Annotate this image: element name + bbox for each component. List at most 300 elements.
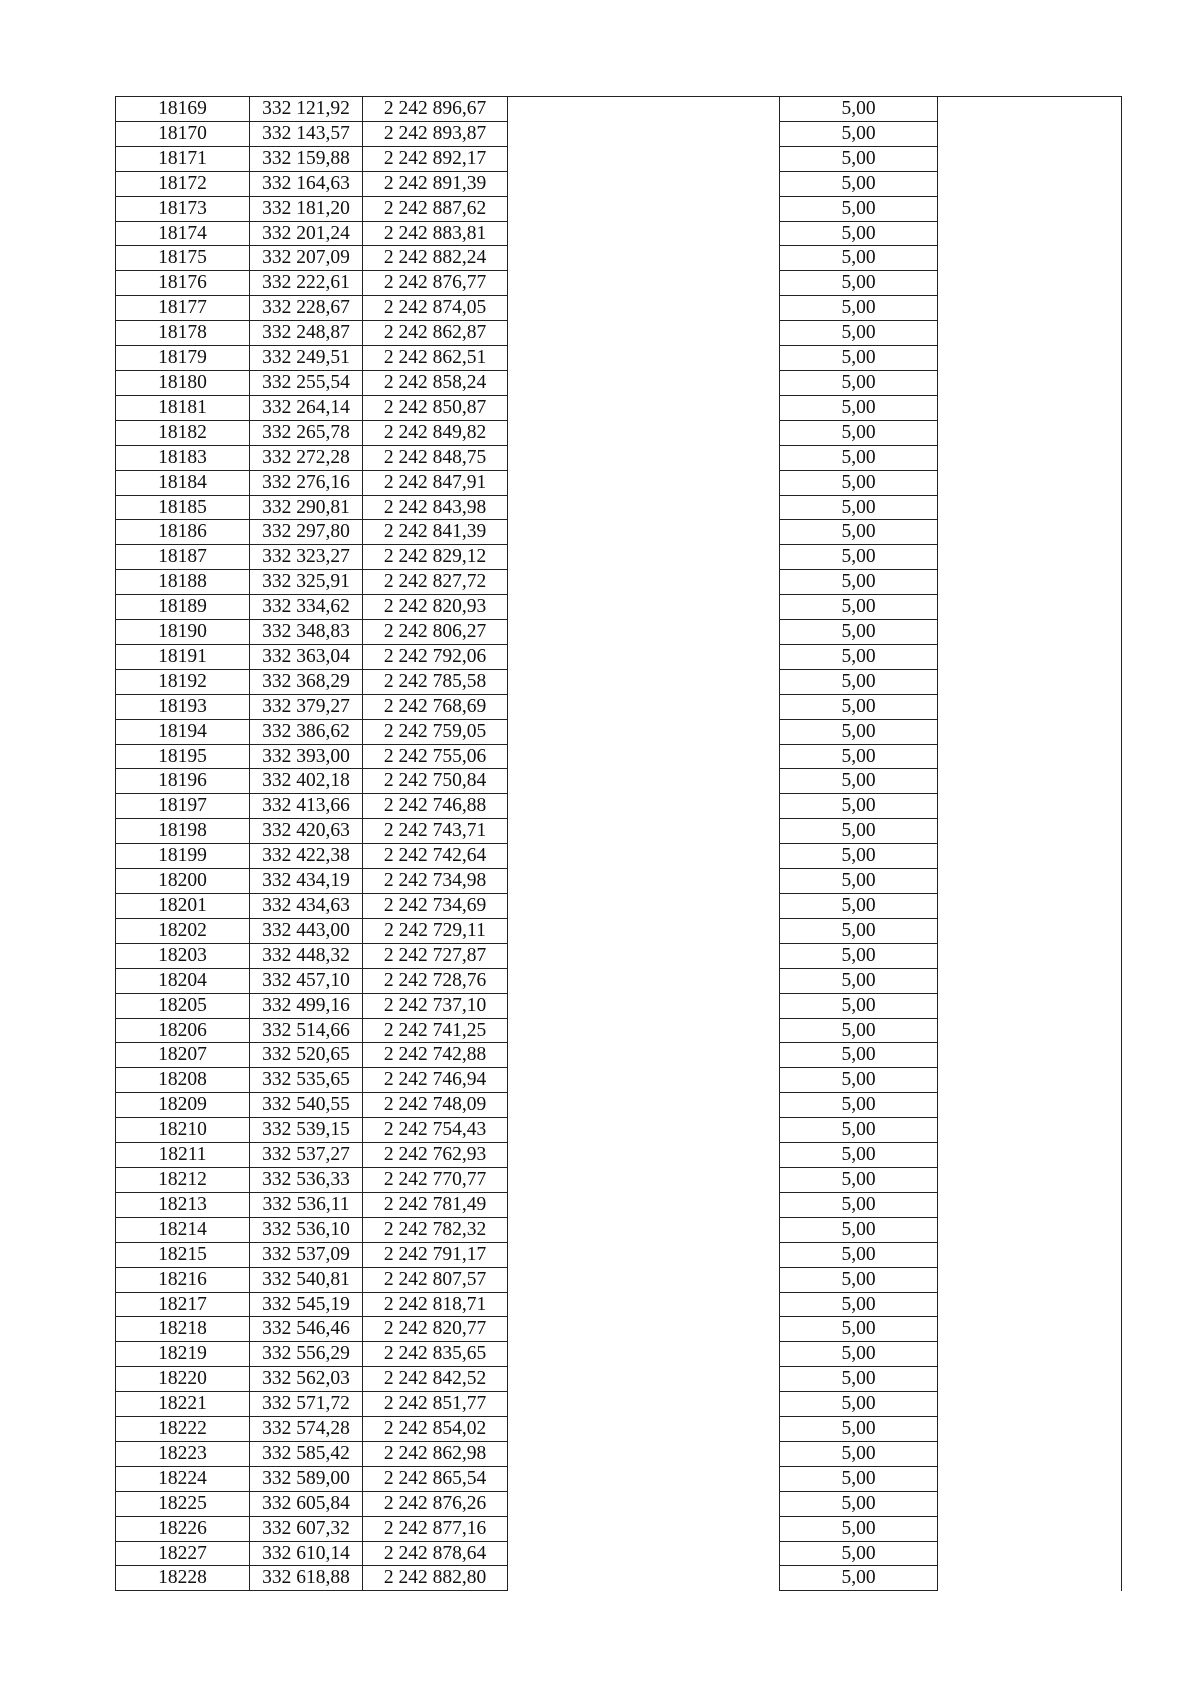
y-coordinate-cell: 2 242 748,09 bbox=[363, 1093, 508, 1118]
table-body bbox=[116, 97, 1122, 1591]
point-id-cell: 18171 bbox=[116, 146, 250, 171]
empty-cell bbox=[938, 1018, 1122, 1043]
empty-cell bbox=[938, 445, 1122, 470]
x-coordinate-cell: 332 585,42 bbox=[250, 1441, 363, 1466]
empty-cell bbox=[508, 520, 780, 545]
empty-cell bbox=[508, 1267, 780, 1292]
point-id-cell: 18210 bbox=[116, 1118, 250, 1143]
empty-cell bbox=[938, 121, 1122, 146]
x-coordinate-cell: 332 540,81 bbox=[250, 1267, 363, 1292]
point-id-cell: 18183 bbox=[116, 445, 250, 470]
empty-cell bbox=[938, 1192, 1122, 1217]
empty-cell bbox=[508, 1167, 780, 1192]
table-row bbox=[116, 869, 1122, 894]
value-cell: 5,00 bbox=[780, 769, 938, 794]
point-id-cell: 18213 bbox=[116, 1192, 250, 1217]
value-cell: 5,00 bbox=[780, 869, 938, 894]
empty-cell bbox=[938, 545, 1122, 570]
empty-cell bbox=[938, 644, 1122, 669]
y-coordinate-cell: 2 242 781,49 bbox=[363, 1192, 508, 1217]
table-row bbox=[116, 719, 1122, 744]
y-coordinate-cell: 2 242 835,65 bbox=[363, 1342, 508, 1367]
value-cell: 5,00 bbox=[780, 918, 938, 943]
empty-cell bbox=[938, 1342, 1122, 1367]
x-coordinate-cell: 332 536,33 bbox=[250, 1167, 363, 1192]
empty-cell bbox=[938, 869, 1122, 894]
y-coordinate-cell: 2 242 892,17 bbox=[363, 146, 508, 171]
table-row bbox=[116, 819, 1122, 844]
empty-cell bbox=[508, 370, 780, 395]
empty-cell bbox=[508, 346, 780, 371]
empty-cell bbox=[508, 1217, 780, 1242]
y-coordinate-cell: 2 242 746,94 bbox=[363, 1068, 508, 1093]
empty-cell bbox=[938, 321, 1122, 346]
x-coordinate-cell: 332 290,81 bbox=[250, 495, 363, 520]
x-coordinate-cell: 332 121,92 bbox=[250, 97, 363, 122]
table-row bbox=[116, 1043, 1122, 1068]
empty-cell bbox=[508, 595, 780, 620]
point-id-cell: 18214 bbox=[116, 1217, 250, 1242]
y-coordinate-cell: 2 242 754,43 bbox=[363, 1118, 508, 1143]
table-row bbox=[116, 520, 1122, 545]
value-cell: 5,00 bbox=[780, 321, 938, 346]
x-coordinate-cell: 332 540,55 bbox=[250, 1093, 363, 1118]
point-id-cell: 18219 bbox=[116, 1342, 250, 1367]
empty-cell bbox=[938, 894, 1122, 919]
empty-cell bbox=[508, 1242, 780, 1267]
x-coordinate-cell: 332 334,62 bbox=[250, 595, 363, 620]
empty-cell bbox=[508, 794, 780, 819]
point-id-cell: 18201 bbox=[116, 894, 250, 919]
table-row bbox=[116, 744, 1122, 769]
y-coordinate-cell: 2 242 851,77 bbox=[363, 1392, 508, 1417]
point-id-cell: 18205 bbox=[116, 993, 250, 1018]
value-cell: 5,00 bbox=[780, 420, 938, 445]
empty-cell bbox=[508, 146, 780, 171]
point-id-cell: 18188 bbox=[116, 570, 250, 595]
x-coordinate-cell: 332 413,66 bbox=[250, 794, 363, 819]
value-cell: 5,00 bbox=[780, 844, 938, 869]
empty-cell bbox=[508, 495, 780, 520]
empty-cell bbox=[508, 1491, 780, 1516]
empty-cell bbox=[938, 395, 1122, 420]
value-cell: 5,00 bbox=[780, 1466, 938, 1491]
y-coordinate-cell: 2 242 768,69 bbox=[363, 694, 508, 719]
empty-cell bbox=[938, 1093, 1122, 1118]
value-cell: 5,00 bbox=[780, 1267, 938, 1292]
value-cell: 5,00 bbox=[780, 1367, 938, 1392]
point-id-cell: 18199 bbox=[116, 844, 250, 869]
y-coordinate-cell: 2 242 876,77 bbox=[363, 271, 508, 296]
empty-cell bbox=[508, 1118, 780, 1143]
point-id-cell: 18196 bbox=[116, 769, 250, 794]
x-coordinate-cell: 332 443,00 bbox=[250, 918, 363, 943]
y-coordinate-cell: 2 242 734,98 bbox=[363, 869, 508, 894]
value-cell: 5,00 bbox=[780, 271, 938, 296]
y-coordinate-cell: 2 242 882,24 bbox=[363, 246, 508, 271]
point-id-cell: 18203 bbox=[116, 943, 250, 968]
x-coordinate-cell: 332 265,78 bbox=[250, 420, 363, 445]
x-coordinate-cell: 332 348,83 bbox=[250, 620, 363, 645]
x-coordinate-cell: 332 363,04 bbox=[250, 644, 363, 669]
point-id-cell: 18195 bbox=[116, 744, 250, 769]
value-cell: 5,00 bbox=[780, 97, 938, 122]
point-id-cell: 18206 bbox=[116, 1018, 250, 1043]
x-coordinate-cell: 332 323,27 bbox=[250, 545, 363, 570]
empty-cell bbox=[508, 1441, 780, 1466]
value-cell: 5,00 bbox=[780, 894, 938, 919]
y-coordinate-cell: 2 242 896,67 bbox=[363, 97, 508, 122]
value-cell: 5,00 bbox=[780, 445, 938, 470]
point-id-cell: 18186 bbox=[116, 520, 250, 545]
y-coordinate-cell: 2 242 858,24 bbox=[363, 370, 508, 395]
empty-cell bbox=[508, 121, 780, 146]
table-row bbox=[116, 1342, 1122, 1367]
point-id-cell: 18191 bbox=[116, 644, 250, 669]
y-coordinate-cell: 2 242 818,71 bbox=[363, 1292, 508, 1317]
y-coordinate-cell: 2 242 755,06 bbox=[363, 744, 508, 769]
value-cell: 5,00 bbox=[780, 296, 938, 321]
table-row bbox=[116, 769, 1122, 794]
x-coordinate-cell: 332 556,29 bbox=[250, 1342, 363, 1367]
table-row bbox=[116, 395, 1122, 420]
empty-cell bbox=[938, 346, 1122, 371]
empty-cell bbox=[938, 1267, 1122, 1292]
y-coordinate-cell: 2 242 785,58 bbox=[363, 669, 508, 694]
point-id-cell: 18182 bbox=[116, 420, 250, 445]
table-row bbox=[116, 346, 1122, 371]
x-coordinate-cell: 332 537,09 bbox=[250, 1242, 363, 1267]
table-row bbox=[116, 470, 1122, 495]
empty-cell bbox=[938, 1367, 1122, 1392]
point-id-cell: 18215 bbox=[116, 1242, 250, 1267]
value-cell: 5,00 bbox=[780, 146, 938, 171]
empty-cell bbox=[508, 1367, 780, 1392]
value-cell: 5,00 bbox=[780, 545, 938, 570]
x-coordinate-cell: 332 618,88 bbox=[250, 1566, 363, 1591]
empty-cell bbox=[508, 570, 780, 595]
table-row bbox=[116, 1167, 1122, 1192]
empty-cell bbox=[508, 1392, 780, 1417]
coordinates-table bbox=[115, 96, 1122, 1591]
point-id-cell: 18216 bbox=[116, 1267, 250, 1292]
empty-cell bbox=[508, 271, 780, 296]
value-cell: 5,00 bbox=[780, 1143, 938, 1168]
point-id-cell: 18223 bbox=[116, 1441, 250, 1466]
table-row bbox=[116, 1392, 1122, 1417]
empty-cell bbox=[938, 1217, 1122, 1242]
value-cell: 5,00 bbox=[780, 1342, 938, 1367]
table-row bbox=[116, 644, 1122, 669]
table-row bbox=[116, 1242, 1122, 1267]
x-coordinate-cell: 332 536,10 bbox=[250, 1217, 363, 1242]
empty-cell bbox=[938, 171, 1122, 196]
empty-cell bbox=[938, 769, 1122, 794]
empty-cell bbox=[938, 520, 1122, 545]
value-cell: 5,00 bbox=[780, 719, 938, 744]
point-id-cell: 18174 bbox=[116, 221, 250, 246]
value-cell: 5,00 bbox=[780, 1417, 938, 1442]
table-row bbox=[116, 1541, 1122, 1566]
empty-cell bbox=[938, 918, 1122, 943]
x-coordinate-cell: 332 228,67 bbox=[250, 296, 363, 321]
empty-cell bbox=[938, 1516, 1122, 1541]
x-coordinate-cell: 332 514,66 bbox=[250, 1018, 363, 1043]
y-coordinate-cell: 2 242 876,26 bbox=[363, 1491, 508, 1516]
point-id-cell: 18177 bbox=[116, 296, 250, 321]
y-coordinate-cell: 2 242 820,77 bbox=[363, 1317, 508, 1342]
empty-cell bbox=[938, 495, 1122, 520]
empty-cell bbox=[938, 819, 1122, 844]
empty-cell bbox=[508, 943, 780, 968]
x-coordinate-cell: 332 264,14 bbox=[250, 395, 363, 420]
x-coordinate-cell: 332 248,87 bbox=[250, 321, 363, 346]
y-coordinate-cell: 2 242 865,54 bbox=[363, 1466, 508, 1491]
value-cell: 5,00 bbox=[780, 470, 938, 495]
value-cell: 5,00 bbox=[780, 794, 938, 819]
table-row bbox=[116, 694, 1122, 719]
empty-cell bbox=[508, 869, 780, 894]
x-coordinate-cell: 332 434,63 bbox=[250, 894, 363, 919]
y-coordinate-cell: 2 242 728,76 bbox=[363, 968, 508, 993]
point-id-cell: 18221 bbox=[116, 1392, 250, 1417]
value-cell: 5,00 bbox=[780, 196, 938, 221]
x-coordinate-cell: 332 562,03 bbox=[250, 1367, 363, 1392]
x-coordinate-cell: 332 589,00 bbox=[250, 1466, 363, 1491]
empty-cell bbox=[938, 620, 1122, 645]
empty-cell bbox=[508, 420, 780, 445]
value-cell: 5,00 bbox=[780, 1192, 938, 1217]
point-id-cell: 18170 bbox=[116, 121, 250, 146]
table-row bbox=[116, 370, 1122, 395]
table-row bbox=[116, 595, 1122, 620]
table-row bbox=[116, 97, 1122, 122]
table-row bbox=[116, 1292, 1122, 1317]
empty-cell bbox=[508, 196, 780, 221]
y-coordinate-cell: 2 242 737,10 bbox=[363, 993, 508, 1018]
table-row bbox=[116, 1118, 1122, 1143]
y-coordinate-cell: 2 242 742,64 bbox=[363, 844, 508, 869]
empty-cell bbox=[508, 395, 780, 420]
value-cell: 5,00 bbox=[780, 1516, 938, 1541]
point-id-cell: 18208 bbox=[116, 1068, 250, 1093]
empty-cell bbox=[938, 420, 1122, 445]
value-cell: 5,00 bbox=[780, 1093, 938, 1118]
x-coordinate-cell: 332 386,62 bbox=[250, 719, 363, 744]
empty-cell bbox=[508, 1566, 780, 1591]
empty-cell bbox=[508, 819, 780, 844]
empty-cell bbox=[938, 1541, 1122, 1566]
x-coordinate-cell: 332 574,28 bbox=[250, 1417, 363, 1442]
table-row bbox=[116, 246, 1122, 271]
empty-cell bbox=[938, 844, 1122, 869]
table-row bbox=[116, 993, 1122, 1018]
table-row bbox=[116, 570, 1122, 595]
value-cell: 5,00 bbox=[780, 570, 938, 595]
point-id-cell: 18212 bbox=[116, 1167, 250, 1192]
y-coordinate-cell: 2 242 741,25 bbox=[363, 1018, 508, 1043]
y-coordinate-cell: 2 242 841,39 bbox=[363, 520, 508, 545]
point-id-cell: 18200 bbox=[116, 869, 250, 894]
empty-cell bbox=[508, 1417, 780, 1442]
empty-cell bbox=[508, 1541, 780, 1566]
x-coordinate-cell: 332 297,80 bbox=[250, 520, 363, 545]
x-coordinate-cell: 332 222,61 bbox=[250, 271, 363, 296]
empty-cell bbox=[508, 1043, 780, 1068]
table-row bbox=[116, 1417, 1122, 1442]
x-coordinate-cell: 332 420,63 bbox=[250, 819, 363, 844]
point-id-cell: 18169 bbox=[116, 97, 250, 122]
empty-cell bbox=[508, 769, 780, 794]
value-cell: 5,00 bbox=[780, 669, 938, 694]
value-cell: 5,00 bbox=[780, 644, 938, 669]
empty-cell bbox=[938, 1242, 1122, 1267]
empty-cell bbox=[938, 719, 1122, 744]
table-row bbox=[116, 894, 1122, 919]
y-coordinate-cell: 2 242 893,87 bbox=[363, 121, 508, 146]
empty-cell bbox=[938, 1441, 1122, 1466]
y-coordinate-cell: 2 242 854,02 bbox=[363, 1417, 508, 1442]
empty-cell bbox=[938, 271, 1122, 296]
empty-cell bbox=[938, 296, 1122, 321]
y-coordinate-cell: 2 242 743,71 bbox=[363, 819, 508, 844]
x-coordinate-cell: 332 207,09 bbox=[250, 246, 363, 271]
table-row bbox=[116, 1516, 1122, 1541]
value-cell: 5,00 bbox=[780, 993, 938, 1018]
empty-cell bbox=[938, 1417, 1122, 1442]
point-id-cell: 18178 bbox=[116, 321, 250, 346]
value-cell: 5,00 bbox=[780, 370, 938, 395]
empty-cell bbox=[508, 1317, 780, 1342]
y-coordinate-cell: 2 242 806,27 bbox=[363, 620, 508, 645]
table-row bbox=[116, 844, 1122, 869]
point-id-cell: 18180 bbox=[116, 370, 250, 395]
value-cell: 5,00 bbox=[780, 121, 938, 146]
point-id-cell: 18209 bbox=[116, 1093, 250, 1118]
value-cell: 5,00 bbox=[780, 1491, 938, 1516]
table-row bbox=[116, 296, 1122, 321]
y-coordinate-cell: 2 242 734,69 bbox=[363, 894, 508, 919]
x-coordinate-cell: 332 536,11 bbox=[250, 1192, 363, 1217]
point-id-cell: 18185 bbox=[116, 495, 250, 520]
point-id-cell: 18198 bbox=[116, 819, 250, 844]
value-cell: 5,00 bbox=[780, 694, 938, 719]
empty-cell bbox=[508, 296, 780, 321]
table-row bbox=[116, 1317, 1122, 1342]
table-row bbox=[116, 271, 1122, 296]
table-row bbox=[116, 669, 1122, 694]
x-coordinate-cell: 332 610,14 bbox=[250, 1541, 363, 1566]
empty-cell bbox=[508, 1143, 780, 1168]
empty-cell bbox=[508, 221, 780, 246]
empty-cell bbox=[508, 669, 780, 694]
empty-cell bbox=[938, 1118, 1122, 1143]
empty-cell bbox=[938, 1167, 1122, 1192]
x-coordinate-cell: 332 571,72 bbox=[250, 1392, 363, 1417]
table-row bbox=[116, 1143, 1122, 1168]
value-cell: 5,00 bbox=[780, 495, 938, 520]
value-cell: 5,00 bbox=[780, 246, 938, 271]
point-id-cell: 18224 bbox=[116, 1466, 250, 1491]
point-id-cell: 18187 bbox=[116, 545, 250, 570]
empty-cell bbox=[508, 545, 780, 570]
point-id-cell: 18220 bbox=[116, 1367, 250, 1392]
x-coordinate-cell: 332 539,15 bbox=[250, 1118, 363, 1143]
empty-cell bbox=[938, 221, 1122, 246]
table-row bbox=[116, 943, 1122, 968]
value-cell: 5,00 bbox=[780, 1167, 938, 1192]
y-coordinate-cell: 2 242 882,80 bbox=[363, 1566, 508, 1591]
point-id-cell: 18176 bbox=[116, 271, 250, 296]
empty-cell bbox=[508, 894, 780, 919]
table-row bbox=[116, 1466, 1122, 1491]
table-row bbox=[116, 794, 1122, 819]
y-coordinate-cell: 2 242 762,93 bbox=[363, 1143, 508, 1168]
point-id-cell: 18222 bbox=[116, 1417, 250, 1442]
y-coordinate-cell: 2 242 729,11 bbox=[363, 918, 508, 943]
empty-cell bbox=[938, 1491, 1122, 1516]
table-row bbox=[116, 1018, 1122, 1043]
value-cell: 5,00 bbox=[780, 1018, 938, 1043]
value-cell: 5,00 bbox=[780, 1392, 938, 1417]
value-cell: 5,00 bbox=[780, 1317, 938, 1342]
empty-cell bbox=[938, 1566, 1122, 1591]
empty-cell bbox=[508, 470, 780, 495]
x-coordinate-cell: 332 499,16 bbox=[250, 993, 363, 1018]
y-coordinate-cell: 2 242 849,82 bbox=[363, 420, 508, 445]
table-row bbox=[116, 146, 1122, 171]
x-coordinate-cell: 332 164,63 bbox=[250, 171, 363, 196]
empty-cell bbox=[938, 669, 1122, 694]
point-id-cell: 18189 bbox=[116, 595, 250, 620]
empty-cell bbox=[938, 595, 1122, 620]
empty-cell bbox=[508, 744, 780, 769]
y-coordinate-cell: 2 242 862,98 bbox=[363, 1441, 508, 1466]
x-coordinate-cell: 332 249,51 bbox=[250, 346, 363, 371]
x-coordinate-cell: 332 545,19 bbox=[250, 1292, 363, 1317]
value-cell: 5,00 bbox=[780, 1118, 938, 1143]
x-coordinate-cell: 332 422,38 bbox=[250, 844, 363, 869]
point-id-cell: 18184 bbox=[116, 470, 250, 495]
table-row bbox=[116, 495, 1122, 520]
point-id-cell: 18228 bbox=[116, 1566, 250, 1591]
empty-cell bbox=[938, 1466, 1122, 1491]
point-id-cell: 18197 bbox=[116, 794, 250, 819]
point-id-cell: 18175 bbox=[116, 246, 250, 271]
table-row bbox=[116, 1491, 1122, 1516]
table-row bbox=[116, 321, 1122, 346]
empty-cell bbox=[508, 1093, 780, 1118]
empty-cell bbox=[508, 620, 780, 645]
empty-cell bbox=[508, 171, 780, 196]
x-coordinate-cell: 332 143,57 bbox=[250, 121, 363, 146]
x-coordinate-cell: 332 368,29 bbox=[250, 669, 363, 694]
point-id-cell: 18217 bbox=[116, 1292, 250, 1317]
empty-cell bbox=[938, 794, 1122, 819]
y-coordinate-cell: 2 242 848,75 bbox=[363, 445, 508, 470]
value-cell: 5,00 bbox=[780, 943, 938, 968]
table-row bbox=[116, 1192, 1122, 1217]
y-coordinate-cell: 2 242 746,88 bbox=[363, 794, 508, 819]
value-cell: 5,00 bbox=[780, 620, 938, 645]
y-coordinate-cell: 2 242 791,17 bbox=[363, 1242, 508, 1267]
empty-cell bbox=[508, 246, 780, 271]
empty-cell bbox=[938, 196, 1122, 221]
table-row bbox=[116, 420, 1122, 445]
x-coordinate-cell: 332 325,91 bbox=[250, 570, 363, 595]
empty-cell bbox=[508, 1516, 780, 1541]
point-id-cell: 18218 bbox=[116, 1317, 250, 1342]
